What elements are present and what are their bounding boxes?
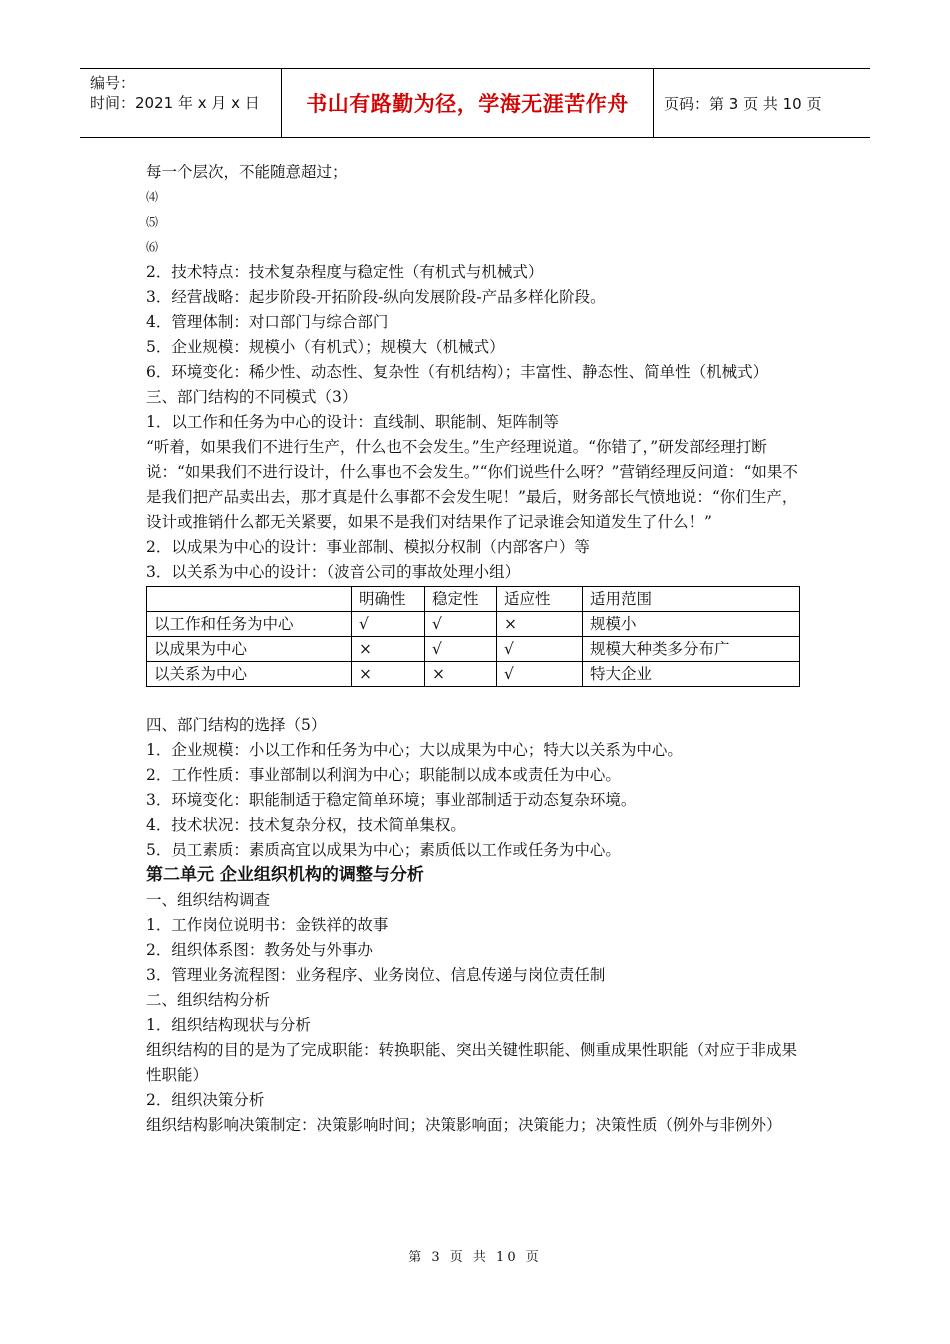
table-header-cell: 适应性	[497, 587, 583, 612]
table-cell: √	[425, 637, 497, 662]
paragraph: 1．组织结构现状与分析	[146, 1016, 311, 1034]
paragraph: 1．工作岗位说明书：金铁祥的故事	[146, 916, 389, 934]
paragraph: 2．技术特点：技术复杂程度与稳定性（有机式与机械式）	[146, 263, 544, 281]
table-row	[147, 637, 800, 662]
table-cell: 以成果为中心	[147, 637, 352, 662]
doc-number-label: 编号：	[90, 74, 136, 92]
table-row	[147, 612, 800, 637]
table-cell: 以关系为中心	[147, 662, 352, 687]
paragraph: 3．管理业务流程图：业务程序、业务岗位、信息传递与岗位责任制	[146, 966, 606, 984]
structure-comparison-table	[146, 586, 800, 687]
paragraph: 2．以成果为中心的设计：事业部制、模拟分权制（内部客户）等	[146, 538, 590, 556]
header-motto: 书山有路勤为径，学海无涯苦作舟	[306, 92, 629, 116]
header-meta	[80, 69, 282, 137]
document-body	[146, 160, 806, 1138]
table-cell: 规模小	[583, 612, 800, 637]
table-cell: 以工作和任务为中心	[147, 612, 352, 637]
table-cell: ×	[352, 662, 425, 687]
header-page-info: 页码：第 3 页 共 10 页	[664, 94, 822, 113]
section-heading: 三、部门结构的不同模式（3）	[146, 388, 358, 406]
list-marker: ⑷	[146, 190, 159, 204]
paragraph: 2．组织体系图：教务处与外事办	[146, 941, 373, 959]
table-row	[147, 662, 800, 687]
header-motto-cell	[282, 69, 654, 137]
table-cell: √	[425, 612, 497, 637]
section-heading: 四、部门结构的选择（5）	[146, 716, 327, 734]
table-header-cell: 明确性	[352, 587, 425, 612]
page-header	[80, 68, 870, 138]
paragraph: 6．环境变化：稀少性、动态性、复杂性（有机结构）；丰富性、静态性、简单性（机械式）	[146, 363, 769, 381]
table-cell: √	[497, 662, 583, 687]
paragraph: 1．企业规模：小以工作和任务为中心；大以成果为中心；特大以关系为中心。	[146, 741, 683, 759]
table-cell: ×	[425, 662, 497, 687]
paragraph: 每一个层次，不能随意超过；	[146, 163, 348, 181]
dialogue-paragraph: “听着，如果我们不进行生产，什么也不会发生。”生产经理说道。“你错了，”研发部经理打断说：“如果我们不进行设计，什么事也不会发生。”“你们说些什么呀？”营销经理反问道：“如果不是我们把产品卖出去，那才真是什么事都不会发生呢！”最后，财务部长气愤地说：“你们生产，设计或推销什么都无关紧要，如果不是我们对结果作了记录谁会知道发生了什么！”	[146, 438, 798, 531]
spacer	[146, 687, 806, 713]
table-header-cell: 适用范围	[583, 587, 800, 612]
paragraph: 4．技术状况：技术复杂分权，技术简单集权。	[146, 816, 466, 834]
paragraph: 组织结构影响决策制定：决策影响时间；决策影响面；决策能力；决策性质（例外与非例外）	[146, 1116, 782, 1134]
paragraph: 5．企业规模：规模小（有机式）；规模大（机械式）	[146, 338, 505, 356]
table-header-cell	[147, 587, 352, 612]
paragraph: 1．以工作和任务为中心的设计：直线制、职能制、矩阵制等	[146, 413, 559, 431]
table-cell: √	[352, 612, 425, 637]
table-header-row	[147, 587, 800, 612]
section-heading: 一、组织结构调查	[146, 891, 271, 909]
paragraph: 3．环境变化：职能制适于稳定简单环境；事业部制适于动态复杂环境。	[146, 791, 637, 809]
paragraph: 5．员工素质：素质高宜以成果为中心；素质低以工作或任务为中心。	[146, 841, 621, 859]
paragraph: 3．经营战略：起步阶段-开拓阶段-纵向发展阶段-产品多样化阶段。	[146, 288, 606, 306]
paragraph: 组织结构的目的是为了完成职能：转换职能、突出关键性职能、侧重成果性职能（对应于非成果性职能）	[146, 1041, 798, 1084]
section-heading: 二、组织结构分析	[146, 991, 271, 1009]
page-footer: 第 3 页 共 10 页	[408, 1250, 542, 1265]
table-header-cell: 稳定性	[425, 587, 497, 612]
list-marker: ⑹	[146, 240, 159, 254]
table-cell: √	[497, 637, 583, 662]
doc-date: 时间：2021 年 x 月 x 日	[90, 94, 260, 112]
paragraph: 4．管理体制：对口部门与综合部门	[146, 313, 389, 331]
paragraph: 2．组织决策分析	[146, 1091, 265, 1109]
table-cell: 规模大种类多分布广	[583, 637, 800, 662]
list-marker: ⑸	[146, 215, 159, 229]
table-cell: 特大企业	[583, 662, 800, 687]
paragraph: 3．以关系为中心的设计：（波音公司的事故处理小组）	[146, 563, 521, 581]
unit-title: 第二单元 企业组织机构的调整与分析	[146, 865, 424, 885]
paragraph: 2．工作性质：事业部制以利润为中心；职能制以成本或责任为中心。	[146, 766, 621, 784]
table-cell: ×	[352, 637, 425, 662]
table-cell: ×	[497, 612, 583, 637]
